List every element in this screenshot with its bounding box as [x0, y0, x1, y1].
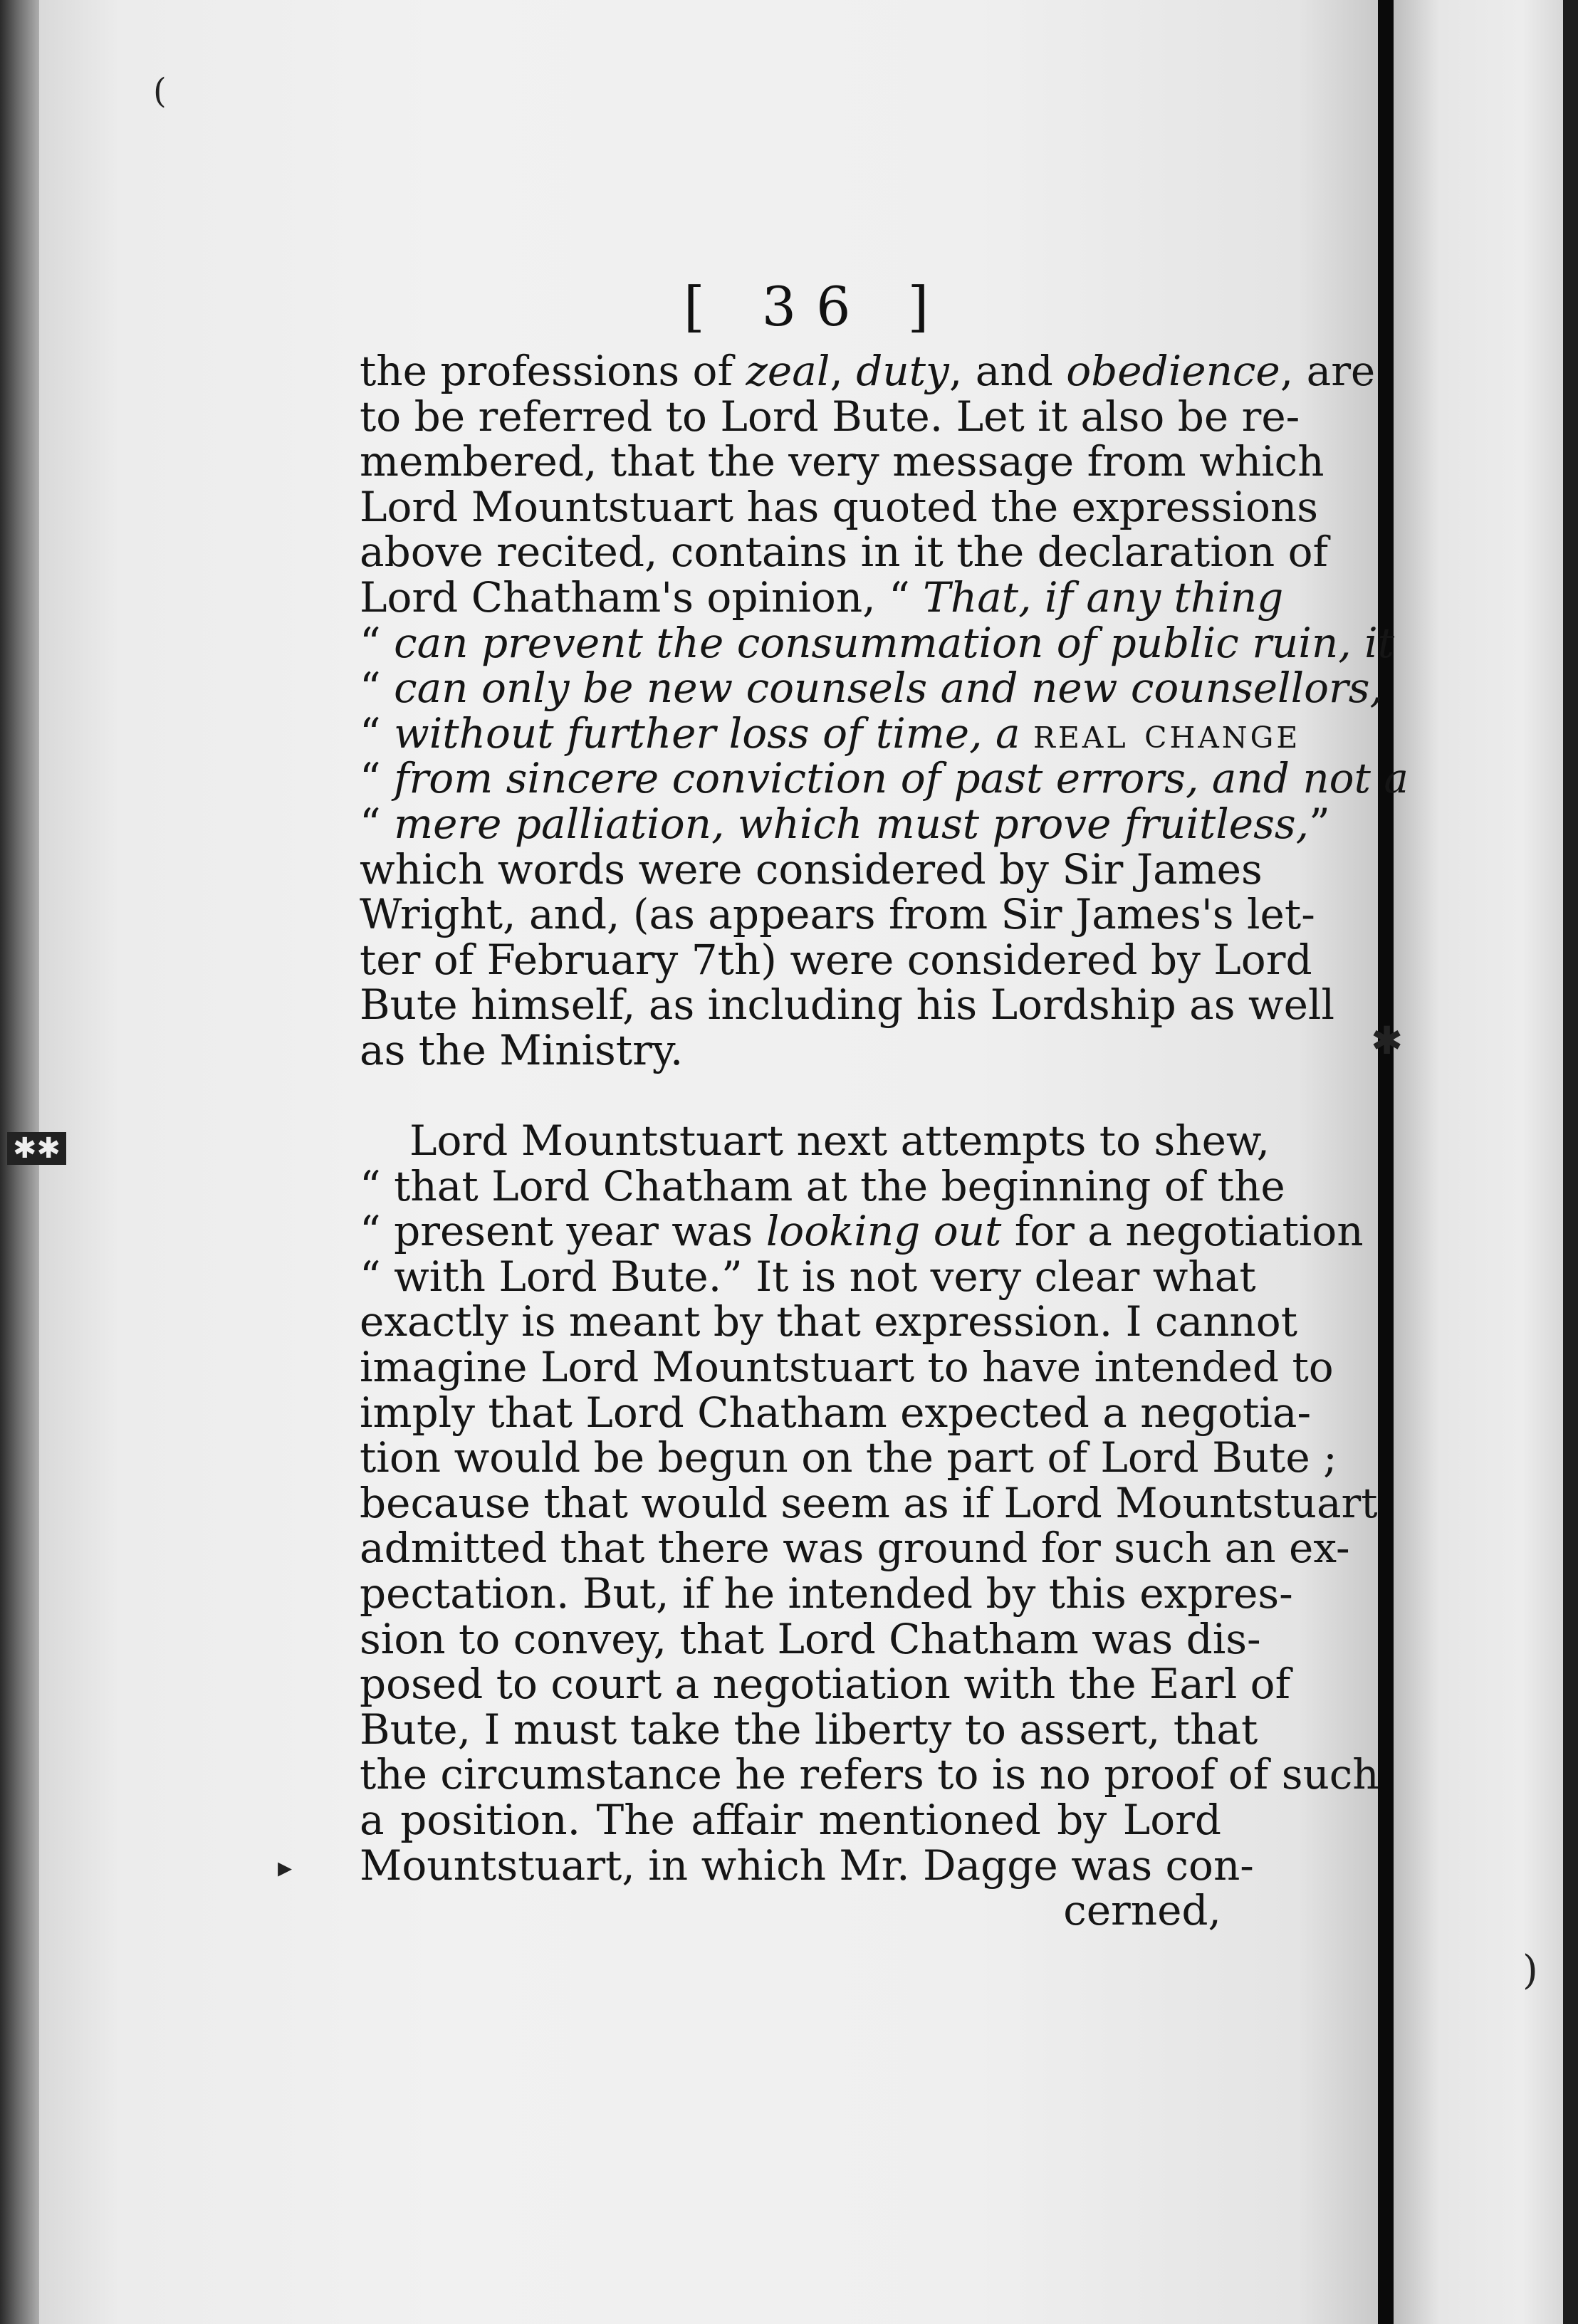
paragraph-1: [360, 347, 1409, 1074]
text-run: pectation. But, if he intended by this expres-: [360, 1569, 1293, 1618]
text-run: membered, that the very message from which: [360, 437, 1324, 486]
text-line: [360, 347, 1376, 395]
text-run: admitted that there was ground for such an ex-: [360, 1524, 1350, 1573]
text-run: “ that Lord Chatham at the beginning of the: [360, 1161, 1285, 1210]
small-caps-text: real change: [1033, 708, 1301, 758]
text-line: [360, 1524, 1350, 1573]
text-run: Lord Mountstuart next attempts to shew,: [409, 1116, 1270, 1166]
text-run: ,: [830, 347, 857, 395]
text-run: Bute himself, as including his Lordship as well: [360, 980, 1335, 1030]
text-line: [360, 708, 1301, 758]
italic-text: can only be new counsels and new counsellors,: [394, 664, 1383, 713]
text-run: “: [360, 664, 394, 713]
italic-text: without further loss of time, a: [394, 708, 1033, 758]
text-run: tion would be begun on the part of Lord Bute ;: [360, 1433, 1337, 1482]
stray-mark-right-margin: ✱: [1371, 1018, 1404, 1063]
text-line: [360, 754, 1409, 803]
text-run: sion to convey, that Lord Chatham was dis-: [360, 1614, 1261, 1663]
text-run: the circumstance he refers to is no proof of such: [360, 1750, 1379, 1799]
text-line: [360, 980, 1335, 1030]
paragraph-2: [360, 1116, 1379, 1890]
text-run: Wright, and, (as appears from Sir James's let-: [360, 890, 1315, 939]
stray-mark-left-margin: ✱✱: [7, 1132, 66, 1165]
italic-text: That, if any thing: [923, 572, 1284, 622]
text-line: [360, 437, 1324, 486]
text-run: imagine Lord Mountstuart to have intended to: [360, 1343, 1334, 1392]
catchword: cerned,: [1063, 1886, 1221, 1935]
text-run: posed to court a negotiation with the Earl of: [360, 1660, 1291, 1709]
text-line: [360, 618, 1394, 667]
text-run: “ present year was: [360, 1207, 766, 1256]
facing-page-shadow: [1563, 0, 1578, 2324]
text-line: [360, 1660, 1291, 1709]
italic-text: obedience: [1066, 347, 1280, 395]
text-line: [360, 1252, 1256, 1301]
italic-text: from sincere conviction of past errors, and not a: [394, 754, 1409, 803]
text-run: Lord Chatham's opinion, “: [360, 572, 924, 622]
text-run: “: [360, 708, 394, 758]
text-line: [360, 1798, 1221, 1843]
text-run: which words were considered by Sir James: [360, 844, 1263, 894]
italic-text: mere palliation, which must prove fruitless,: [394, 799, 1310, 848]
text-line: [360, 1388, 1312, 1437]
text-run: to be referred to Lord Bute. Let it also be re-: [360, 392, 1300, 441]
text-line: [360, 1841, 1254, 1890]
stray-mark-bottom-right: ): [1522, 1947, 1538, 1994]
text-line: [360, 1025, 1221, 1074]
text-run: “: [360, 799, 394, 848]
text-line: [360, 1116, 1270, 1166]
text-line: [360, 935, 1312, 984]
text-run: a position. The affair mentioned by Lord: [360, 1796, 1221, 1844]
text-line: [360, 482, 1319, 531]
italic-text: duty: [856, 347, 949, 395]
text-run: Lord Mountstuart has quoted the expressions: [360, 482, 1319, 531]
text-line: [360, 1297, 1298, 1346]
text-run: because that would seem as if Lord Mountstuart: [360, 1478, 1378, 1527]
text-run: ”: [1309, 799, 1330, 848]
text-run: for a negotiation: [1001, 1207, 1364, 1256]
text-line: [360, 1614, 1261, 1663]
text-run: “: [360, 754, 394, 803]
text-line: [360, 1343, 1334, 1392]
text-run: “: [360, 618, 394, 667]
text-run: the professions of: [360, 347, 746, 395]
text-line: [360, 799, 1330, 848]
text-run: , and: [949, 347, 1067, 395]
text-run: imply that Lord Chatham expected a negotia-: [360, 1388, 1312, 1437]
paragraph-gap: [360, 1074, 1221, 1119]
italic-text: can prevent the consummation of public ruin, it: [394, 618, 1394, 667]
text-line: [360, 572, 1284, 622]
page-number-header: [ 36 ]: [684, 275, 949, 338]
text-run: ter of February 7th) were considered by Lord: [360, 935, 1312, 984]
stray-mark-bottom-left: ▸: [278, 1851, 293, 1884]
text-run: exactly is meant by that expression. I cannot: [360, 1297, 1298, 1346]
text-run: above recited, contains in it the declaration of: [360, 528, 1328, 577]
text-run: , are: [1280, 347, 1376, 395]
text-run: “ with Lord Bute.” It is not very clear what: [360, 1252, 1256, 1301]
body-text: [360, 347, 1409, 1935]
italic-text: zeal: [746, 347, 830, 395]
text-run: Mountstuart, in which Mr. Dagge was con-: [360, 1841, 1254, 1890]
text-line: [360, 1207, 1364, 1256]
book-gutter: [1378, 0, 1394, 2324]
text-line: [360, 664, 1383, 713]
stray-mark-top-left: (: [153, 71, 167, 111]
text-line: [360, 844, 1263, 894]
text-run: Bute, I must take the liberty to assert, that: [360, 1705, 1258, 1754]
text-line: [360, 1161, 1285, 1210]
text-line: [360, 1750, 1379, 1799]
text-line: [360, 890, 1315, 939]
text-line: [360, 528, 1328, 577]
text-run: as the Ministry.: [360, 1025, 684, 1074]
text-line: [360, 1569, 1293, 1618]
text-line: [360, 392, 1300, 441]
text-line: [360, 1478, 1378, 1527]
text-line: [360, 1705, 1258, 1754]
text-line: [360, 1433, 1337, 1482]
facing-page-edge: [1394, 0, 1578, 2324]
italic-text: looking out: [766, 1207, 1002, 1256]
